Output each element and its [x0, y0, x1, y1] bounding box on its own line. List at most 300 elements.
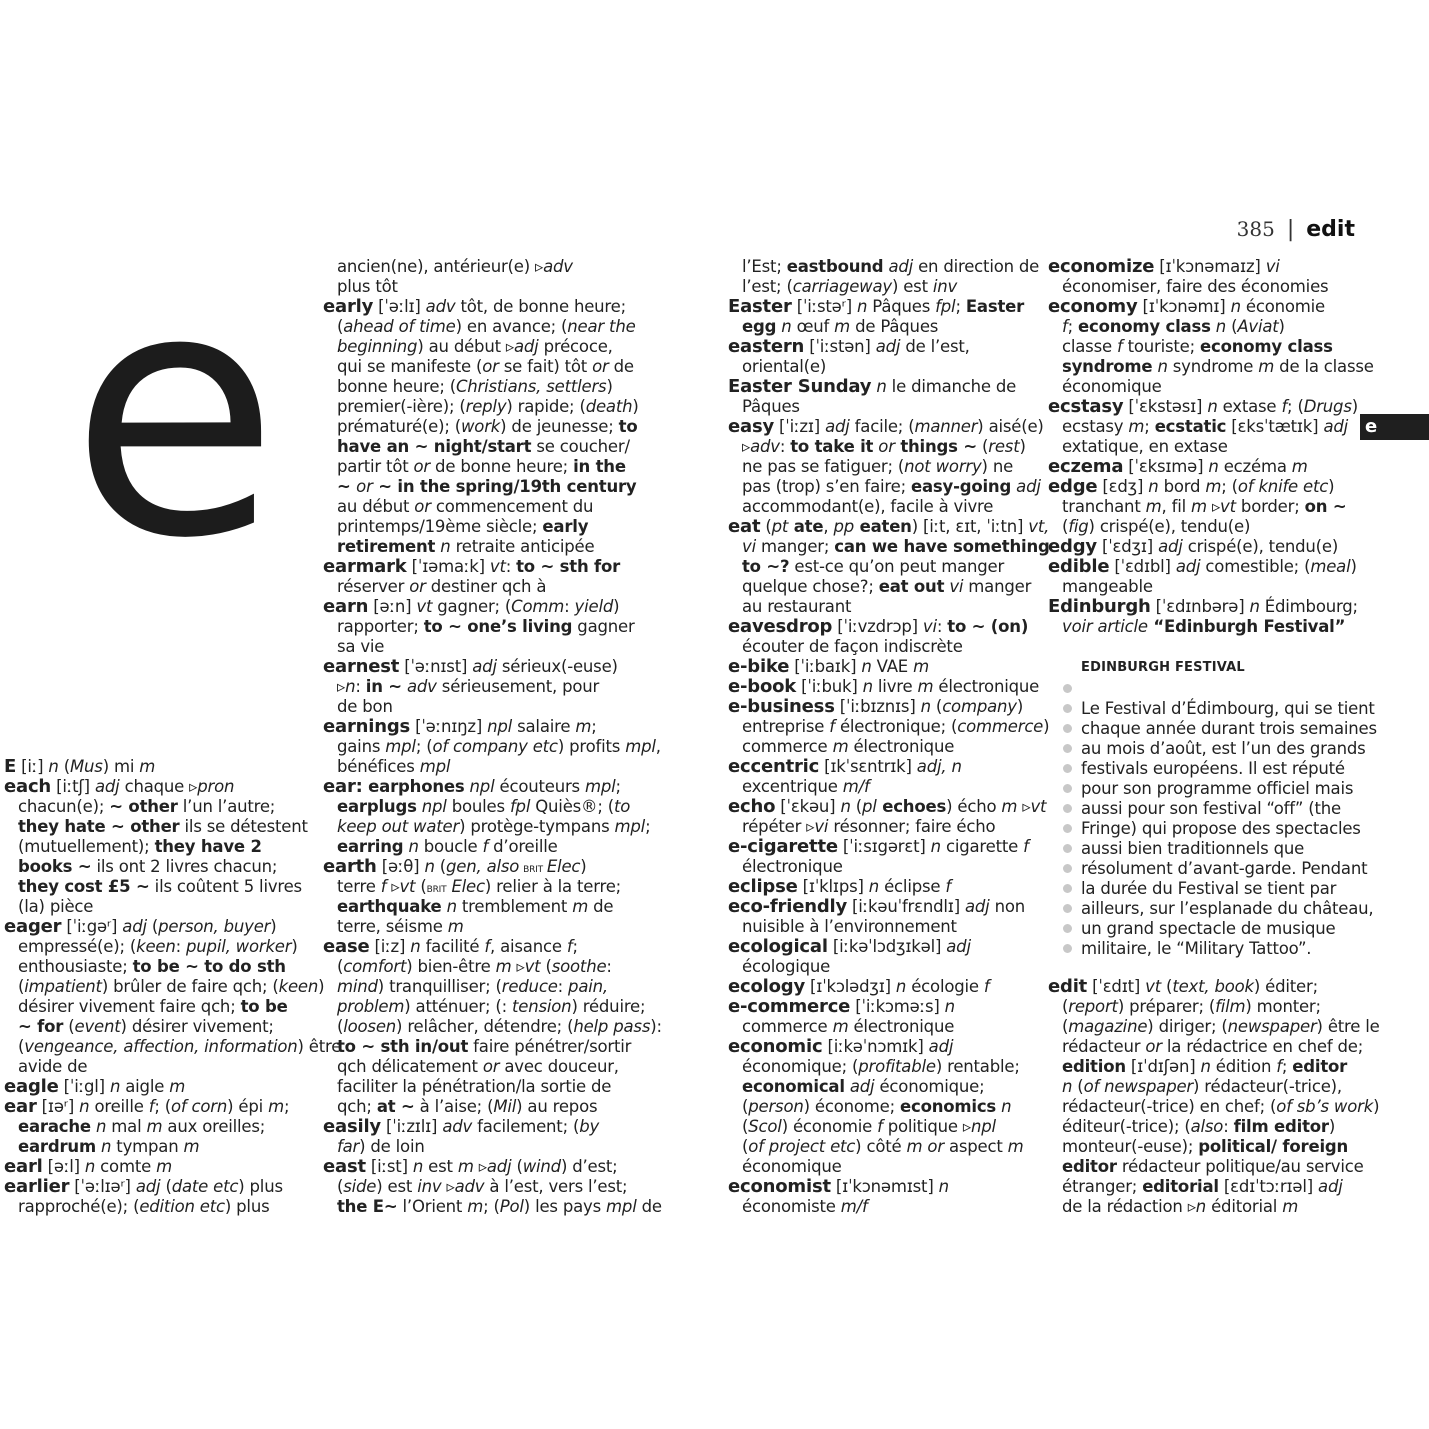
bullet-dot-icon [1063, 684, 1072, 693]
dictionary-entry [728, 377, 1043, 397]
definition-text: : [175, 937, 187, 956]
grammar-label: m [495, 957, 512, 976]
definition-text: édition [1210, 1057, 1277, 1076]
bold-phrase: at ~ [376, 1097, 415, 1116]
definition-text: VAE [871, 657, 914, 676]
entry-continuation [728, 737, 1043, 757]
definition-text: brit [426, 881, 447, 896]
grammar-label: m [447, 917, 464, 936]
header-separator: | [1286, 216, 1295, 242]
entry-continuation [728, 277, 1043, 297]
entry-continuation [323, 397, 638, 417]
definition-text: : [779, 437, 791, 456]
entry-headword: earnings [323, 716, 411, 737]
pronunciation: [ˈiːstəʳ] [791, 297, 857, 316]
grammar-label: adj [964, 897, 990, 916]
dictionary-entry [323, 777, 638, 797]
entry-headword: easy [728, 416, 775, 437]
definition-text: facile; ( [849, 417, 915, 436]
entry-continuation [4, 837, 319, 857]
pronunciation: [ɪˈkɔlədʒɪ] [805, 977, 896, 996]
dictionary-entry [728, 997, 1043, 1017]
grammar-label: m [917, 677, 934, 696]
grammar-label: or [414, 497, 431, 516]
definition-text: : [936, 617, 948, 636]
definition-text: l’un l’autre; [177, 797, 276, 816]
definition-text: ils se détestent [179, 817, 308, 836]
entry-continuation [728, 457, 1043, 477]
entry-headword: e-book [728, 676, 797, 697]
grammar-label: adv [543, 257, 573, 276]
entry-continuation [728, 437, 1043, 457]
entry-continuation [728, 857, 1043, 877]
entry-continuation [323, 977, 638, 997]
definition-text: ) au repos [516, 1097, 598, 1116]
grammar-label: film [1215, 997, 1246, 1016]
bold-phrase: earphones [362, 777, 465, 796]
bold-phrase: ~ other [109, 797, 178, 816]
definition-text: ▹ [441, 1177, 455, 1196]
definition-text: (mutuellement); [18, 837, 155, 856]
definition-text: ) les pays [523, 1197, 607, 1216]
bold-phrase: they cost £5 ~ [18, 877, 150, 896]
grammar-label: n [861, 657, 872, 676]
bold-phrase: eardrum [18, 1137, 96, 1156]
dictionary-entry [728, 937, 1043, 957]
definition-text: : [505, 557, 517, 576]
entry-continuation [4, 1137, 319, 1157]
grammar-label: of corn [170, 1097, 228, 1116]
bold-phrase: on ~ [1304, 497, 1347, 516]
bold-phrase: eaten [854, 517, 912, 536]
pronunciation: [iːkəuˈfrɛndlɪ] [847, 897, 965, 916]
entry-continuation [728, 477, 1043, 497]
entry-headword: Easter Sunday [728, 376, 872, 397]
definition-text: ) [291, 937, 298, 956]
entry-continuation [323, 517, 638, 537]
grammar-label: adj [94, 777, 120, 796]
definition-text: écouteurs [494, 777, 585, 796]
pronunciation: [iːtʃ] [51, 777, 95, 796]
dictionary-entry [4, 1097, 319, 1117]
entry-headword: economic [728, 1036, 823, 1057]
column-3 [728, 257, 1050, 1217]
entry-continuation [728, 1157, 1043, 1177]
entry-continuation [1048, 277, 1363, 297]
pronunciation: [ˈiːvzdrɔp] [832, 617, 923, 636]
definition-text: ) rédacteur(-trice), [1193, 1077, 1342, 1096]
grammar-label: vi [922, 617, 937, 636]
entry-headword: e-commerce [728, 996, 851, 1017]
grammar-label: adj [472, 657, 497, 676]
entry-continuation [323, 617, 638, 637]
dictionary-entry [323, 297, 638, 317]
grammar-label: n [440, 537, 451, 556]
grammar-label: or [878, 437, 895, 456]
entry-continuation [4, 1057, 319, 1077]
definition-text: ) au début ▹ [417, 337, 514, 356]
definition-text: gagner [572, 617, 635, 636]
grammar-label: person, buyer [158, 917, 271, 936]
definition-text: ) plus [224, 1197, 270, 1216]
grammar-label: or [409, 577, 426, 596]
entry-continuation [728, 1117, 1043, 1137]
definition-text: répéter ▹ [742, 817, 815, 836]
bold-phrase: ~ for [18, 1017, 64, 1036]
grammar-label: n [938, 1177, 949, 1196]
entry-headword: ecological [728, 936, 828, 957]
bold-phrase: eat out [878, 577, 945, 596]
definition-text: [ɛdɪˈtɔːrɪəl] [1218, 1177, 1319, 1196]
definition-text: sa vie [337, 637, 385, 656]
dictionary-entry [1048, 397, 1363, 417]
grammar-label: f [148, 1097, 155, 1116]
grammar-label: fig [1068, 517, 1089, 536]
grammar-label: f [482, 837, 489, 856]
definition-text: ( [1161, 977, 1173, 996]
definition-text: Pâques [867, 297, 936, 316]
grammar-label: adv [407, 677, 437, 696]
bold-phrase: eastbound [786, 257, 884, 276]
definition-text: ) est [376, 1177, 418, 1196]
definition-text: ) brûler de faire qch; ( [101, 977, 279, 996]
definition-text: ) préparer; ( [1117, 997, 1216, 1016]
pronunciation: [ˈiːkɔməːs] [850, 997, 945, 1016]
entry-continuation [1048, 417, 1363, 437]
entry-continuation [323, 697, 638, 717]
definition-text: ( [58, 757, 70, 776]
definition-text: ; [615, 777, 621, 796]
definition-text: qui se manifeste ( [337, 357, 483, 376]
box-line [1063, 758, 1363, 778]
grammar-label: keen [136, 937, 176, 956]
grammar-label: wind [522, 1157, 561, 1176]
entry-continuation [1048, 1017, 1380, 1037]
box-text: militaire, le “Military Tattoo”. [1081, 938, 1312, 958]
definition-text: extatique, en extase [1062, 437, 1228, 456]
dictionary-entry [728, 516, 1050, 537]
grammar-label: adj [1323, 417, 1349, 436]
grammar-label: reply [465, 397, 507, 416]
entry-continuation [4, 1197, 319, 1217]
box-line [1063, 898, 1374, 918]
entry-headword: eager [4, 916, 62, 937]
entry-continuation [728, 817, 1043, 837]
dictionary-entry [728, 657, 1043, 677]
definition-text: ) éditer; [1253, 977, 1318, 996]
grammar-label: of knife etc [1237, 477, 1329, 496]
definition-text: économie [1240, 297, 1325, 316]
grammar-label: mpl [614, 817, 646, 836]
definition-text: ▹ [337, 677, 346, 696]
definition-text: ; ( [154, 1097, 171, 1116]
definition-text: ) [606, 377, 613, 396]
pronunciation: [ˈɛdʒɪ] [1096, 537, 1159, 556]
grammar-label: adv [442, 1117, 473, 1136]
definition-text: ( [337, 1177, 344, 1196]
definition-text: ) [1043, 717, 1050, 736]
definition-text: économiste [742, 1197, 841, 1216]
definition-text: ): [650, 1017, 662, 1036]
entry-continuation [323, 317, 638, 337]
pronunciation: [ˈɛdɪt] [1087, 977, 1146, 996]
bullet-dot-icon [1063, 744, 1072, 753]
bold-phrase: in the [573, 457, 626, 476]
definition-text: ) [1278, 317, 1285, 336]
definition-text: ( [976, 437, 989, 456]
definition-text: ( [337, 957, 344, 976]
definition-text: électronique [742, 857, 843, 876]
dictionary-entry [728, 796, 1047, 817]
definition-text: ) écho [946, 797, 1002, 816]
dictionary-entry [4, 757, 319, 777]
bold-phrase: editor [1292, 1057, 1348, 1076]
dictionary-entry [1048, 457, 1363, 477]
definition-text: qch délicatement [337, 1057, 483, 1076]
entry-continuation [323, 1037, 638, 1057]
definition-text: ecstasy [1062, 417, 1129, 436]
grammar-label: pt [771, 517, 789, 536]
definition-text: prématuré(e); ( [337, 417, 461, 436]
pronunciation: [ˈiːgl] [58, 1077, 110, 1096]
definition-text: ( [742, 1117, 749, 1136]
entry-continuation [323, 957, 638, 977]
grammar-label: n [781, 317, 792, 336]
entry-continuation [1048, 337, 1363, 357]
definition-text: non [989, 897, 1026, 916]
grammar-label: npl [487, 717, 513, 736]
definition-text: ( [1062, 1017, 1069, 1036]
grammar-label: Pol [499, 1197, 524, 1216]
box-text: aussi bien traditionnels que [1081, 838, 1305, 858]
bullet-dot-icon [1063, 804, 1072, 813]
grammar-label: f [380, 877, 387, 896]
entry-continuation [323, 677, 638, 697]
entry-headword: edible [1048, 556, 1110, 577]
entry-continuation [728, 557, 1043, 577]
grammar-label: yield [574, 597, 614, 616]
grammar-label: n [1195, 1197, 1207, 1216]
definition-text: économiser, faire des économies [1062, 277, 1329, 296]
pronunciation: [iːz] [369, 937, 411, 956]
definition-text: ▹ [1206, 497, 1221, 516]
definition-text: , aisance [490, 937, 567, 956]
entry-headword: ecology [728, 976, 805, 997]
bullet-dot-icon [1063, 824, 1072, 833]
thumb-index-tab[interactable]: e [1360, 414, 1429, 440]
dictionary-entry [4, 917, 319, 937]
grammar-label: or [482, 357, 499, 376]
definition-text: ( [511, 1157, 523, 1176]
grammar-label: of sb’s work [1276, 1097, 1374, 1116]
dictionary-entry [323, 717, 638, 737]
grammar-label: date etc [171, 1177, 239, 1196]
definition-text: gains [337, 737, 386, 756]
entry-headword: ease [323, 936, 370, 957]
entry-continuation [728, 777, 1043, 797]
grammar-label: not worry [904, 457, 982, 476]
bold-phrase: economical [742, 1077, 845, 1096]
entry-continuation [1048, 577, 1363, 597]
definition-text: chacun(e); [18, 797, 110, 816]
grammar-label: vt [1030, 797, 1047, 816]
entry-continuation [728, 497, 1043, 517]
bold-phrase: syndrome [1062, 357, 1153, 376]
dictionary-entry [728, 297, 1043, 317]
entry-continuation [1048, 357, 1374, 377]
entry-continuation [323, 917, 638, 937]
definition-text: ) être le [1316, 1017, 1380, 1036]
grammar-label: m [457, 1157, 474, 1176]
entry-headword: eavesdrop [728, 616, 833, 637]
definition-text: , [655, 737, 661, 756]
dictionary-entry [1048, 977, 1363, 997]
entry-continuation [323, 257, 638, 277]
grammar-label: adj [1158, 537, 1183, 556]
box-text: Le Festival d’Édimbourg, qui se tient [1081, 698, 1375, 718]
box-text: résolument d’avant-garde. Pendant [1081, 858, 1368, 878]
definition-text: premier(-ière); ( [337, 397, 466, 416]
bold-phrase: earthquake [337, 897, 442, 916]
entry-continuation [4, 997, 319, 1017]
grammar-label: npl [469, 777, 495, 796]
grammar-label: pl [862, 797, 877, 816]
grammar-label: adj [1016, 477, 1041, 496]
grammar-label: npl [421, 797, 447, 816]
definition-text: ) [613, 597, 620, 616]
entry-headword: e-cigarette [728, 836, 838, 857]
definition-text: de la rédaction ▹ [1062, 1197, 1196, 1216]
bold-phrase: ~ [337, 477, 357, 496]
definition-text: eczéma [1218, 457, 1292, 476]
definition-text: électronique [848, 1017, 955, 1036]
definition-text: ; ( [1221, 477, 1238, 496]
dictionary-entry [1048, 477, 1363, 497]
grammar-label: m [832, 737, 849, 756]
grammar-label: n [79, 1097, 90, 1116]
entry-continuation [728, 317, 1043, 337]
definition-text: ) relâcher, détendre; ( [396, 1017, 574, 1036]
definition-text: tympan [111, 1137, 184, 1156]
grammar-label: event [74, 1017, 121, 1036]
entry-continuation [323, 357, 638, 377]
grammar-label: keen [278, 977, 319, 996]
pronunciation: [ˈɛkəu] [775, 797, 841, 816]
grammar-label: f [1281, 397, 1288, 416]
bold-phrase: ate [788, 517, 824, 536]
dictionary-entry [1048, 557, 1363, 577]
entry-continuation [728, 537, 1050, 557]
grammar-label: death [585, 397, 633, 416]
grammar-label: vengeance, affection, information [24, 1037, 298, 1056]
entry-headword: east [323, 1156, 366, 1177]
definition-text: ; [591, 717, 597, 736]
pronunciation: [ɪˈkɔnəmɪ] [1137, 297, 1231, 316]
grammar-label: n [410, 937, 421, 956]
grammar-label: n [1200, 1057, 1211, 1076]
definition-text: ) [1328, 1117, 1336, 1136]
entry-continuation [323, 537, 638, 557]
pronunciation: [ɪkˈsɛntrɪk] [819, 757, 917, 776]
entry-continuation [1048, 1137, 1363, 1157]
entry-continuation [323, 377, 638, 397]
definition-text: ) monter; [1245, 997, 1321, 1016]
definition-text: syndrome [1167, 357, 1259, 376]
definition-text: est [423, 1157, 458, 1176]
entry-headword: eco-friendly [728, 896, 848, 917]
definition-text: rédacteur politique/au service [1116, 1157, 1364, 1176]
box-text: festivals européens. Il est réputé [1081, 758, 1345, 778]
definition-text: ne pas se fatiguer; ( [742, 457, 905, 476]
grammar-label: vt [1145, 977, 1162, 996]
definition-text: mangeable [1062, 577, 1153, 596]
grammar-label: mind [337, 977, 378, 996]
grammar-label: ahead of time [343, 317, 456, 336]
definition-text: qch; [337, 1097, 377, 1116]
pronunciation: [ɛdʒ] [1097, 477, 1149, 496]
bold-phrase: earache [18, 1117, 91, 1136]
bold-phrase: egg [742, 317, 777, 336]
definition-text: étranger; [1062, 1177, 1143, 1196]
pronunciation: [əːθ] [376, 857, 425, 876]
box-text: un grand spectacle de musique [1081, 918, 1336, 938]
definition-text: de [636, 1197, 662, 1216]
definition-text: ( [1226, 317, 1238, 336]
definition-text: en direction de [913, 257, 1040, 276]
grammar-label: pain, [568, 977, 608, 996]
entry-continuation [4, 817, 319, 837]
running-header [1237, 214, 1355, 244]
entry-continuation [1048, 1117, 1363, 1137]
definition-text: monteur(-euse); [1062, 1137, 1199, 1156]
definition-text: ) en avance; ( [455, 317, 568, 336]
definition-text: ( [930, 697, 943, 716]
box-line [1063, 678, 1363, 698]
grammar-label: or [413, 457, 431, 476]
definition-text: tremblement [456, 897, 573, 916]
definition-text: d’oreille [488, 837, 558, 856]
grammar-label: vt [524, 957, 541, 976]
bold-phrase: to be ~ to do sth [132, 957, 286, 976]
entry-continuation [4, 977, 325, 997]
dictionary-entry [728, 757, 1043, 777]
grammar-label: adj [888, 257, 914, 276]
definition-text: ) économe; [803, 1097, 900, 1116]
definition-text: ( [1062, 997, 1069, 1016]
definition-text: ( [18, 977, 25, 996]
grammar-label: meal [1310, 557, 1351, 576]
definition-text: écologique [742, 957, 831, 976]
definition-text: ( [540, 957, 552, 976]
definition-text: rapproché(e); ( [18, 1197, 140, 1216]
entry-continuation [4, 1117, 319, 1137]
box-text: au mois d’août, est l’un des grands [1081, 738, 1366, 758]
definition-text: ) [iːt, ɛɪt, ˈiːtn] [911, 517, 1029, 536]
grammar-label: adj [946, 937, 971, 956]
grammar-label: Mil [493, 1097, 517, 1116]
grammar-label: n [1157, 357, 1168, 376]
pronunciation: [ˈɪəmaːk] [406, 557, 490, 576]
pronunciation: [iː] [16, 757, 49, 776]
grammar-label: loosen [343, 1017, 397, 1036]
grammar-label: m [1191, 497, 1207, 516]
entry-continuation [728, 1077, 1043, 1097]
entry-headword: edge [1048, 476, 1098, 497]
bullet-dot-icon [1063, 904, 1072, 913]
edinburgh-festival-box [1063, 658, 1377, 958]
pronunciation: [əːn] [368, 597, 417, 616]
grammar-label: m [1205, 477, 1222, 496]
